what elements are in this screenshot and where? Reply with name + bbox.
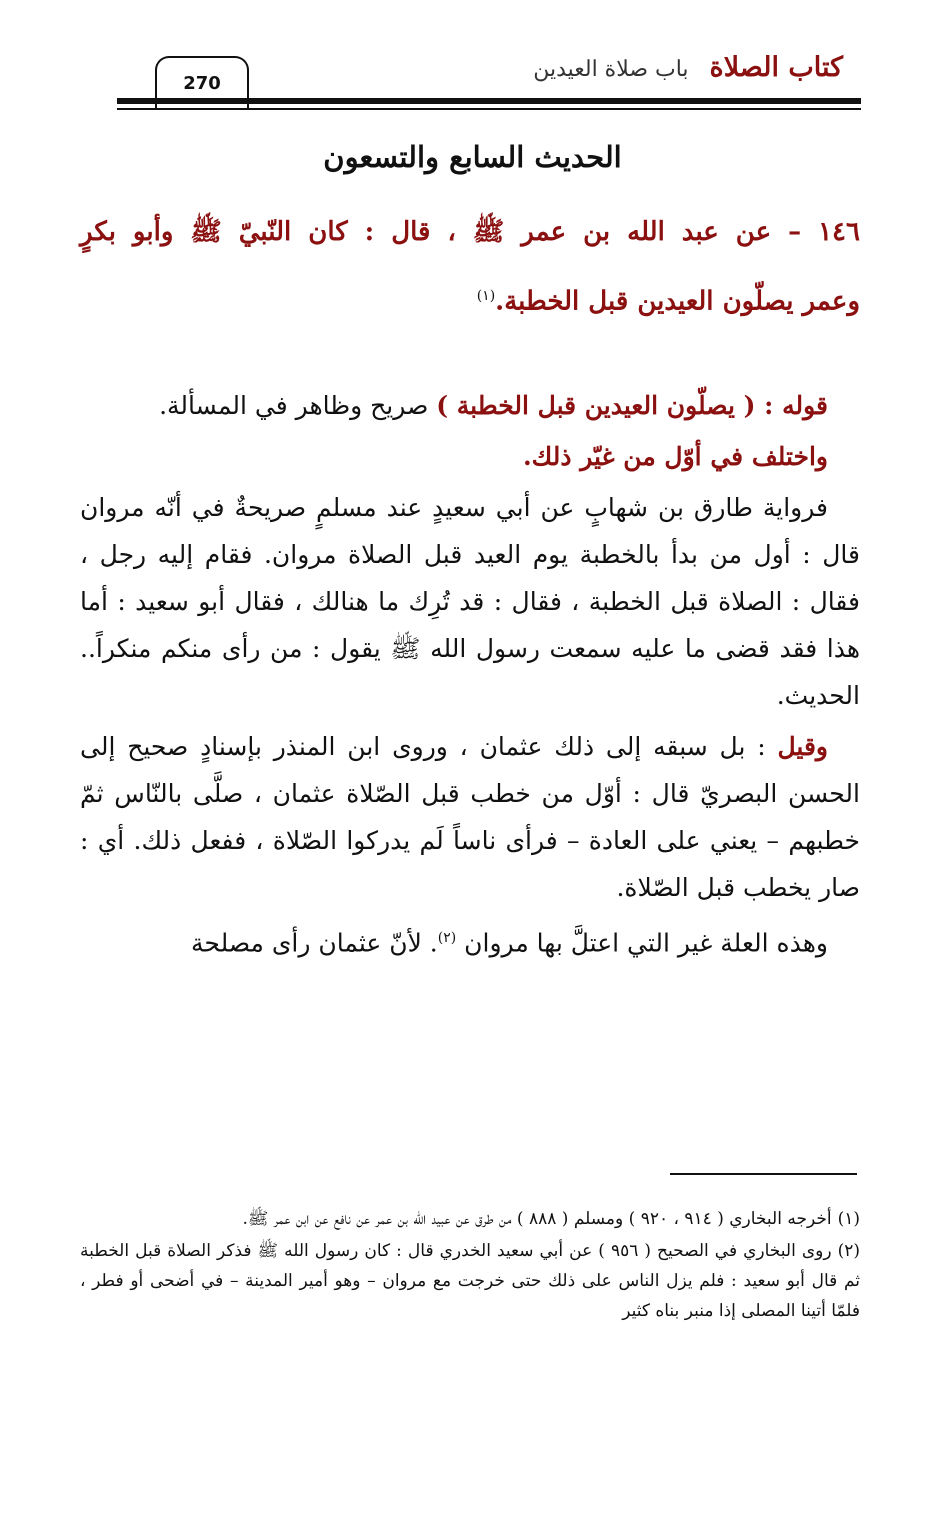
book-title: كتاب الصلاة — [709, 52, 843, 83]
hadith-line-2 — [80, 264, 860, 334]
paragraph-5 — [80, 915, 860, 966]
chapter-title: باب صلاة العيدين — [533, 57, 689, 82]
paragraph-1 — [80, 382, 860, 429]
paragraph-5-text: وهذه العلة غير التي اعتلَّ بها مروان — [464, 928, 828, 958]
header-rule-thin — [117, 108, 861, 110]
paragraph-3: فرواية طارق بن شهابٍ عن أبي سعيدٍ عند مسلمٍ صريحةٌ في أنّه مروان قال : أول من بدأ بالخطبة يوم العيد قبل الصلاة مروان. فقام إليه رجل ، فقال : الصلاة قبل الخطبة ، فقال : قد تُرِك ما هنالك ، فقال أبو سعيد : أما هذا فقد قضى ما عليه سمعت رسول الله ﷺ يقول : من رأى منكم منكراً.. الحديث. — [80, 493, 860, 710]
section-heading: الحديث السابع والتسعون — [323, 140, 622, 174]
footnote-2 — [80, 1236, 860, 1326]
paragraph-4 — [80, 723, 860, 911]
header-rule-thick — [117, 98, 861, 104]
footnote-separator — [670, 1173, 857, 1175]
quoted-phrase: قوله : ( يصلّون العيدين قبل الخطبة ) — [436, 391, 828, 420]
footnote-1-number: (١) — [837, 1209, 860, 1229]
paragraph-4-text: : بل سبقه إلى ذلك عثمان ، وروى ابن المنذر بإسنادٍ صحيح إلى الحسن البصريّ قال : أوّل من خطب قبل الصّلاة عثمان ، صلَّى بالنّاس ثمّ خطبهم – يعني على العادة – فرأى ناساً لَم يدركوا الصّلاة ، ففعل ذلك. أي : صار يخطب قبل الصّلاة. — [80, 732, 860, 902]
commentary-body — [80, 382, 860, 970]
running-header — [533, 52, 843, 83]
footnote-2-number: (٢) — [837, 1241, 860, 1261]
qila-word: وقيل — [777, 732, 828, 761]
hadith-line-2-text: وعمر يصلّون العيدين قبل الخطبة. — [495, 286, 860, 317]
paragraph-5-rest: . لأنّ عثمان رأى مصلحة — [191, 928, 438, 958]
hadith-line-1: ١٤٦ – عن عبد الله بن عمر ﷺ ، قال : كان النّبيّ ﷺ وأبو بكرٍ — [80, 217, 860, 247]
footnotes — [80, 1204, 860, 1328]
paragraph-1-text: صريح وظاهر في المسألة. — [159, 391, 437, 420]
page-number: 270 — [155, 56, 249, 108]
footnote-1 — [80, 1204, 860, 1234]
footnote-1-text: أخرجه البخاري ( ٩١٤ ، ٩٢٠ ) ومسلم ( ٨٨٨ ) من طرق عن عبيد الله بن عمر عن نافع عن ابن عمر ﷺ. — [242, 1209, 832, 1229]
paragraph-2: واختلف في أوّل من غيّر ذلك. — [522, 442, 828, 471]
footnote-2-text: روى البخاري في الصحيح ( ٩٥٦ ) عن أبي سعيد الخدري قال : كان رسول الله ﷺ فذكر الصلاة قبل الخطبة ثم قال أبو سعيد : فلم يزل الناس على ذلك حتى خرجت مع مروان – وهو أمير المدينة – في أضحى أو فطر ، فلمّا أتينا المصلى إذا منبر بناه كثير — [80, 1241, 860, 1321]
footnote-ref-1: (١) — [476, 288, 496, 304]
footnote-ref-2: (٢) — [437, 930, 457, 946]
hadith-text — [80, 200, 860, 334]
